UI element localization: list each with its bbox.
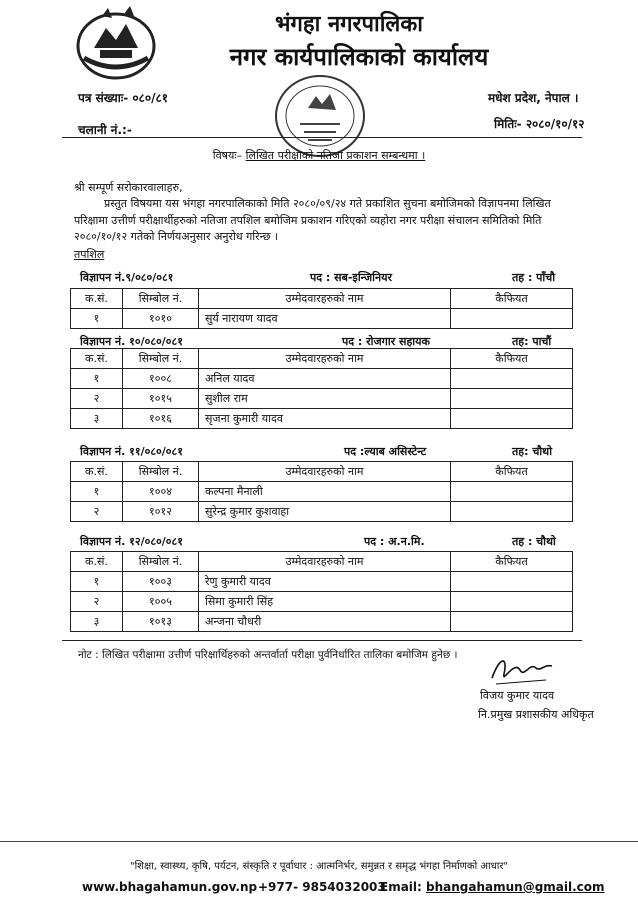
post-name: पद : रोजगार सहायक: [342, 335, 430, 348]
header-symbol: सिम्बोल नं.: [123, 552, 199, 572]
header-name: उम्मेदवारहरुको नाम: [199, 552, 451, 572]
row-symbol: १०१६: [123, 409, 199, 429]
table-row: [71, 369, 573, 389]
header-symbol: सिम्बोल नं.: [123, 462, 199, 482]
table-row: [71, 309, 573, 329]
results-table: [70, 348, 573, 429]
row-name: अनिल यादव: [199, 369, 451, 389]
post-level: तह : पाँचौ: [512, 271, 556, 284]
row-symbol: १०१०: [123, 309, 199, 329]
row-symbol: १००३: [123, 572, 199, 592]
row-symbol: १००८: [123, 369, 199, 389]
row-symbol: १००५: [123, 592, 199, 612]
row-remarks: [451, 389, 573, 409]
signature-icon: [486, 650, 556, 690]
table-row: [71, 592, 573, 612]
row-sn: १: [71, 482, 123, 502]
post-level: तह: पाचौं: [512, 335, 552, 348]
dispatch-number: चलानी नं.:-: [78, 123, 132, 137]
post-name: पद : सब-इन्जिनियर: [310, 271, 392, 284]
header-remarks: कैफियत: [451, 349, 573, 369]
row-remarks: [451, 612, 573, 632]
note-divider: [62, 640, 582, 641]
row-name: सुशील राम: [199, 389, 451, 409]
row-symbol: १०१२: [123, 502, 199, 522]
row-name: सुरेन्द्र कुमार कुशवाहा: [199, 502, 451, 522]
signatory-name: विजय कुमार यादव: [480, 689, 555, 702]
header-remarks: कैफियत: [451, 289, 573, 309]
row-symbol: १००४: [123, 482, 199, 502]
row-name: सृजना कुमारी यादव: [199, 409, 451, 429]
email-link[interactable]: bhangahamun@gmail.com: [426, 880, 605, 894]
salutation: श्री सम्पूर्ण सरोकारवालाहरु,: [74, 181, 183, 194]
header-sn: क.सं.: [71, 552, 123, 572]
table-row: [71, 502, 573, 522]
row-remarks: [451, 369, 573, 389]
signatory-title: नि.प्रमुख प्रशासकीय अधिकृत: [478, 708, 594, 721]
results-table: [70, 551, 573, 632]
subject-label: विषयः–: [212, 149, 243, 162]
email-label: Email:: [380, 880, 422, 894]
footer-divider: [0, 841, 638, 842]
row-sn: ३: [71, 612, 123, 632]
row-sn: ३: [71, 409, 123, 429]
email-line: [380, 880, 605, 894]
letter-number: पत्र संख्याः- ०८०/८१: [78, 91, 168, 105]
row-sn: २: [71, 502, 123, 522]
results-table: [70, 461, 573, 522]
row-name: सिमा कुमारी सिंह: [199, 592, 451, 612]
subject-text: लिखित परीक्षाको नतिजा प्रकाशन सम्बन्धमा ।: [245, 149, 426, 162]
subject-line: [0, 148, 638, 163]
location: मधेश प्रदेश, नेपाल ।: [488, 91, 579, 105]
post-name: पद : अ.न.मि.: [364, 535, 425, 548]
post-name: पद :ल्याब असिस्टेन्ट: [344, 445, 427, 458]
table-row: [71, 612, 573, 632]
results-table: [70, 288, 573, 329]
post-level: तह : चौथो: [512, 535, 556, 548]
office-name: नगर कार्यपालिकाको कार्यालय: [229, 43, 489, 71]
row-sn: २: [71, 389, 123, 409]
row-remarks: [451, 502, 573, 522]
row-remarks: [451, 592, 573, 612]
header-remarks: कैफियत: [451, 462, 573, 482]
header-name: उम्मेदवारहरुको नाम: [199, 462, 451, 482]
ad-number: विज्ञापन नं. १२/०८०/०८१: [80, 535, 183, 548]
letter-date: मितिः- २०८०/१०/१२: [494, 117, 585, 131]
post-level: तह: चौथो: [512, 445, 553, 458]
office-stamp-icon: [272, 72, 368, 160]
header-symbol: सिम्बोल नं.: [123, 289, 199, 309]
ad-number: विज्ञापन नं. ११/०८०/०८१: [80, 445, 183, 458]
row-name: सुर्य नारायण यादव: [199, 309, 451, 329]
header-sn: क.सं.: [71, 349, 123, 369]
header-sn: क.सं.: [71, 462, 123, 482]
table-row: [71, 482, 573, 502]
ad-number: विज्ञापन नं.९/०८०/०८१: [80, 271, 174, 284]
table-row: [71, 389, 573, 409]
body-paragraph: प्रस्तुत विषयमा यस भंगहा नगरपालिकाको मिति २०८०/०९/२४ गते प्रकाशित सुचना बमोजिमको विज्ञापनमा लिखित परिक्षामा उत्तीर्ण परीक्षार्थीहरुको नतिजा तपशिल बमोजिम प्रकाशन गरिएको व्यहोरा नगर परीक्षा संचालन समितिको मिति २०८०/१०/१२ गतेको निर्णयअनुसार अनुरोध गरिन्छ ।: [74, 197, 551, 243]
table-header-row: [71, 289, 573, 309]
website-link[interactable]: www.bhagahamun.gov.np: [82, 880, 258, 894]
header-symbol: सिम्बोल नं.: [123, 349, 199, 369]
row-symbol: १०१५: [123, 389, 199, 409]
tapasil-label: तपशिल: [74, 248, 105, 261]
row-remarks: [451, 482, 573, 502]
row-sn: १: [71, 369, 123, 389]
table-row: [71, 572, 573, 592]
row-symbol: १०१३: [123, 612, 199, 632]
header-name: उम्मेदवारहरुको नाम: [199, 289, 451, 309]
letter-body: [74, 196, 586, 246]
row-sn: २: [71, 592, 123, 612]
ad-number: विज्ञापन नं. १०/०८०/०८१: [80, 335, 183, 348]
row-remarks: [451, 309, 573, 329]
header-sn: क.सं.: [71, 289, 123, 309]
table-row: [71, 409, 573, 429]
row-name: अन्जना चौधरी: [199, 612, 451, 632]
phone-number: +977- 9854032003: [258, 880, 386, 894]
header-name: उम्मेदवारहरुको नाम: [199, 349, 451, 369]
row-name: कल्पना मैनाली: [199, 482, 451, 502]
table-header-row: [71, 462, 573, 482]
header-divider: [62, 137, 582, 138]
table-header-row: [71, 349, 573, 369]
header-remarks: कैफियत: [451, 552, 573, 572]
row-remarks: [451, 572, 573, 592]
footer-motto: "शिक्षा, स्वास्थ्य, कृषि, पर्यटन, संस्कृति र पूर्वाधार : आत्मनिर्भर, समुन्नत र समृद्ध भंगहा निर्माणको आधार": [129, 861, 509, 872]
table-header-row: [71, 552, 573, 572]
row-sn: १: [71, 309, 123, 329]
note-text: नोट : लिखित परीक्षामा उत्तीर्ण परिक्षार्थिहरुको अन्तर्वार्ता परीक्षा पुर्वनिर्धारित तालिका बमोजिम हुनेछ ।: [78, 649, 458, 661]
municipality-name: भंगहा नगरपालिका: [275, 12, 423, 37]
row-name: रेणु कुमारी यादव: [199, 572, 451, 592]
row-sn: १: [71, 572, 123, 592]
row-remarks: [451, 409, 573, 429]
